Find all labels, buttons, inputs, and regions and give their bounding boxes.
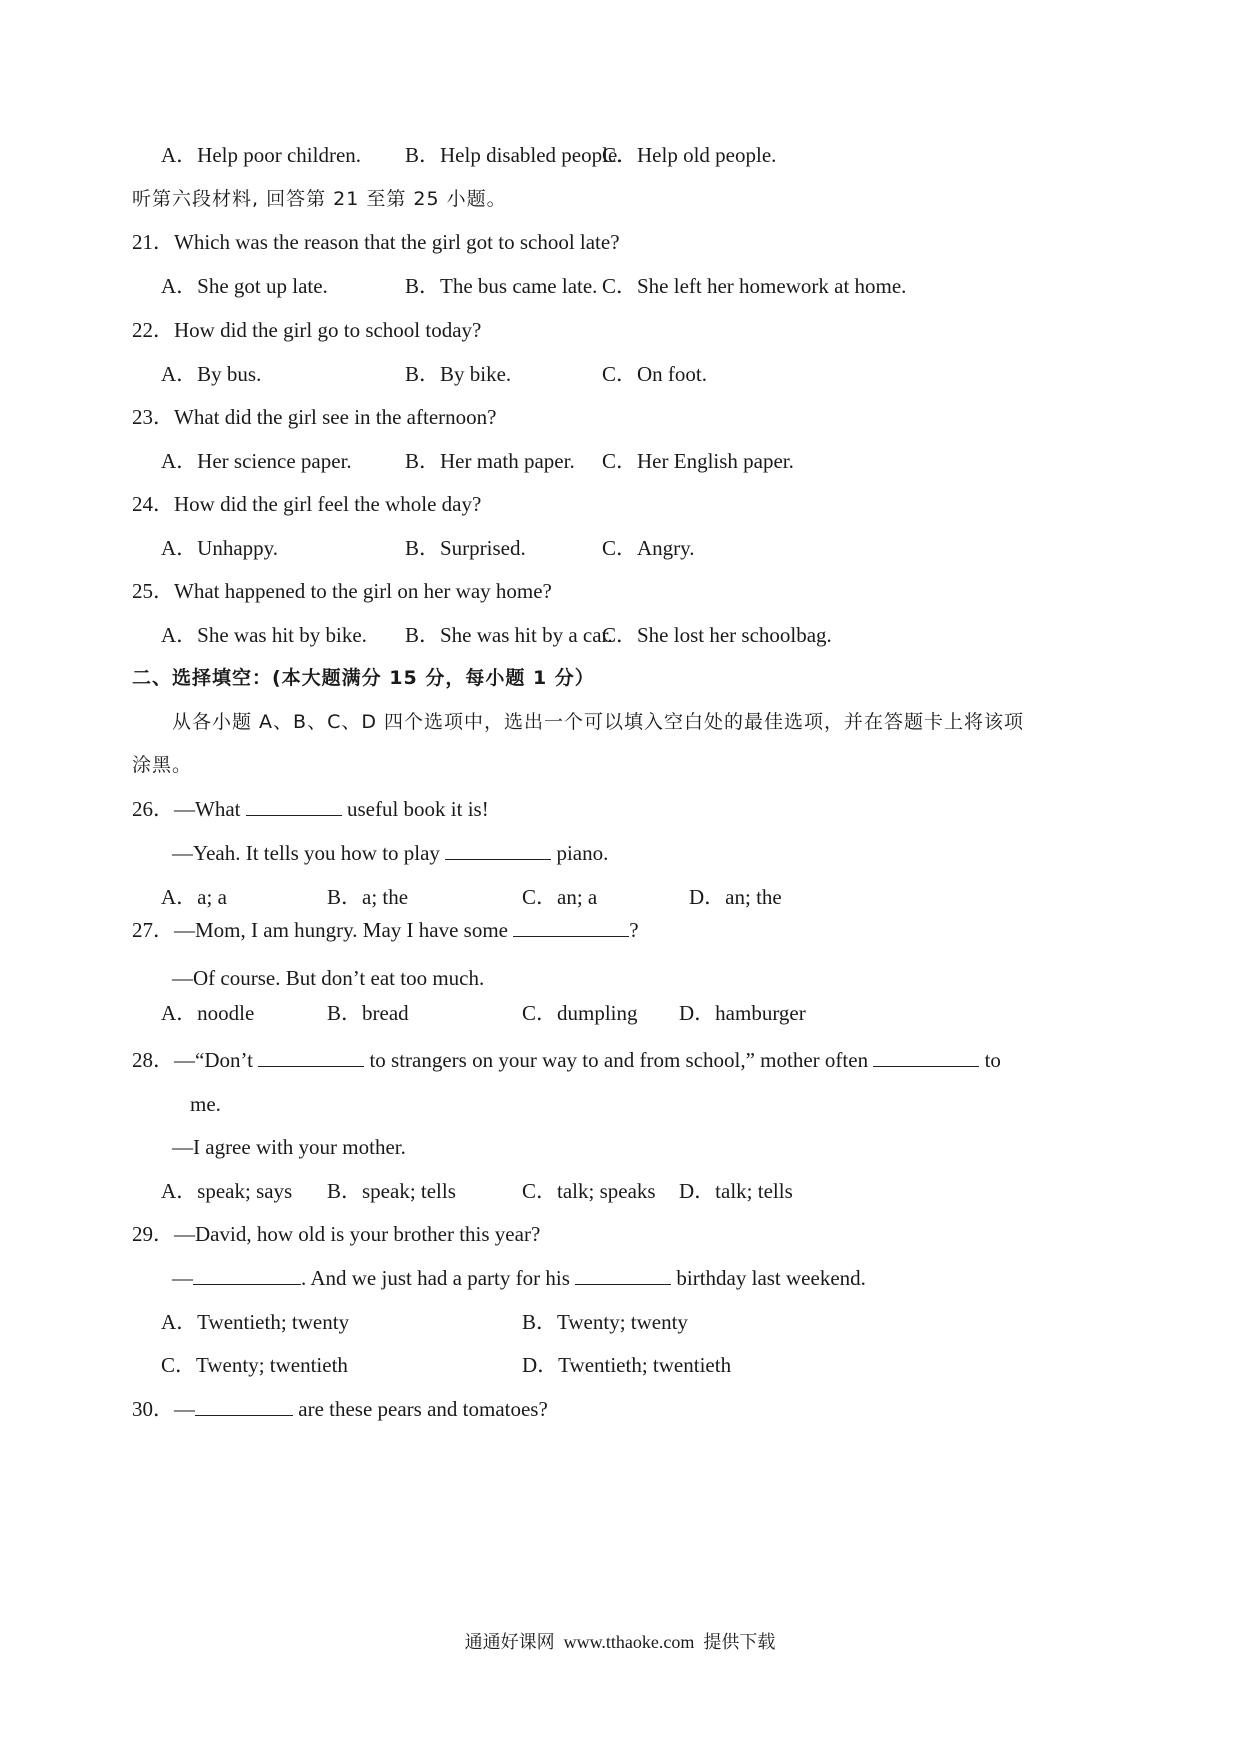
q29-option-b: B．Twenty; twenty [522,1310,688,1334]
q28-blank-2 [873,1048,979,1067]
q20-option-c: C．Help old people. [602,143,777,167]
q22-stem: 22．How did the girl go to school today? [132,318,482,342]
footer-provide-text: 提供下载 [703,1632,776,1653]
q23-stem: 23．What did the girl see in the afternoon? [132,405,497,429]
q30-blank [195,1397,293,1416]
q20-option-a: A．Help poor children. [161,143,362,167]
q27-line1 [132,917,639,943]
q23-option-b: B．Her math paper. [405,449,575,473]
q20-option-b: B．Help disabled people. [405,143,623,167]
q29-text: birthday last weekend. [676,1266,866,1290]
q27-option-b: B．bread [327,1001,409,1025]
q25-option-c: C．She lost her schoolbag. [602,623,832,647]
footer-site-name: 通通好课网 [464,1632,555,1653]
q26-text: —Yeah. It tells you how to play [172,841,440,865]
q22-option-b: B．By bike. [405,362,512,386]
q28-text: to [984,1048,1001,1072]
q29-option-d: D．Twentieth; twentieth [522,1353,732,1377]
q26-text: —What [174,797,241,821]
q27-option-a: A．noodle [161,1001,255,1025]
q24-option-a: A．Unhappy. [161,536,279,560]
q26-line2 [172,840,608,866]
q28-number: 28． [132,1048,174,1072]
q28-option-b: B．speak; tells [327,1179,456,1203]
q29-blank-2 [575,1266,671,1285]
q27-blank [513,918,629,937]
q30-number: 30． [132,1397,174,1421]
footer-url[interactable]: www.tthaoke.com [563,1632,695,1652]
section6-instruction: 听第六段材料, 回答第 21 至第 25 小题。 [132,188,507,210]
q29-option-a: A．Twentieth; twenty [161,1310,350,1334]
q26-blank-2 [445,841,551,860]
q25-option-b: B．She was hit by a car. [405,623,613,647]
q27-text: ? [629,918,639,942]
q26-option-b: B．a; the [327,885,409,909]
q29-line1 [132,1221,540,1247]
q25-stem: 25．What happened to the girl on her way home? [132,579,552,603]
q27-line2: —Of course. But don’t eat too much. [172,966,485,990]
q30-text: are these pears and tomatoes? [298,1397,548,1421]
q27-text: —Mom, I am hungry. May I have some [174,918,508,942]
q28-text: to strangers on your way to and from school,” mother often [369,1048,869,1072]
page-footer [0,1630,1240,1655]
q28-line1 [132,1047,1001,1073]
q30-line1 [132,1396,548,1422]
q24-option-b: B．Surprised. [405,536,526,560]
q29-line2 [172,1265,866,1291]
section2-heading: 二、选择填空：(本大题满分 15 分，每小题 1 分） [132,667,595,689]
q21-option-b: B．The bus came late. [405,274,598,298]
q23-option-a: A．Her science paper. [161,449,352,473]
q24-option-c: C．Angry. [602,536,695,560]
q26-option-c: C．an; a [522,885,598,909]
q29-number: 29． [132,1222,174,1246]
q26-number: 26． [132,797,174,821]
q26-text: useful book it is! [346,797,489,821]
section2-instruction-line2: 涂黑。 [132,754,193,776]
q29-text: —David, how old is your brother this year? [174,1222,541,1246]
q29-option-c: C．Twenty; twentieth [161,1353,348,1377]
q28-text: —“Don’t [174,1048,253,1072]
q26-text: piano. [556,841,609,865]
q28-line1-cont: me. [190,1092,221,1116]
q23-option-c: C．Her English paper. [602,449,794,473]
q30-text: — [174,1397,195,1421]
section2-instruction-line1: 从各小题 A、B、C、D 四个选项中，选出一个可以填入空白处的最佳选项，并在答题卡上将该项 [172,711,1025,733]
q22-option-c: C．On foot. [602,362,707,386]
q21-stem: 21．Which was the reason that the girl got to school late? [132,230,620,254]
q28-option-a: A．speak; says [161,1179,293,1203]
q29-blank-1 [193,1266,301,1285]
q27-option-c: C．dumpling [522,1001,638,1025]
q26-line1 [132,796,489,822]
q28-option-d: D．talk; tells [679,1179,793,1203]
q28-line2: —I agree with your mother. [172,1135,406,1159]
q25-option-a: A．She was hit by bike. [161,623,367,647]
q26-blank-1 [246,797,342,816]
q28-blank-1 [258,1048,364,1067]
q21-option-c: C．She left her homework at home. [602,274,907,298]
q26-option-d: D．an; the [689,885,782,909]
q27-number: 27． [132,918,174,942]
q27-option-d: D．hamburger [679,1001,806,1025]
q21-option-a: A．She got up late. [161,274,328,298]
q28-option-c: C．talk; speaks [522,1179,656,1203]
q26-option-a: A．a; a [161,885,227,909]
q29-text: . And we just had a party for his [301,1266,570,1290]
q24-stem: 24．How did the girl feel the whole day? [132,492,482,516]
q22-option-a: A．By bus. [161,362,262,386]
q29-text: — [172,1266,193,1290]
